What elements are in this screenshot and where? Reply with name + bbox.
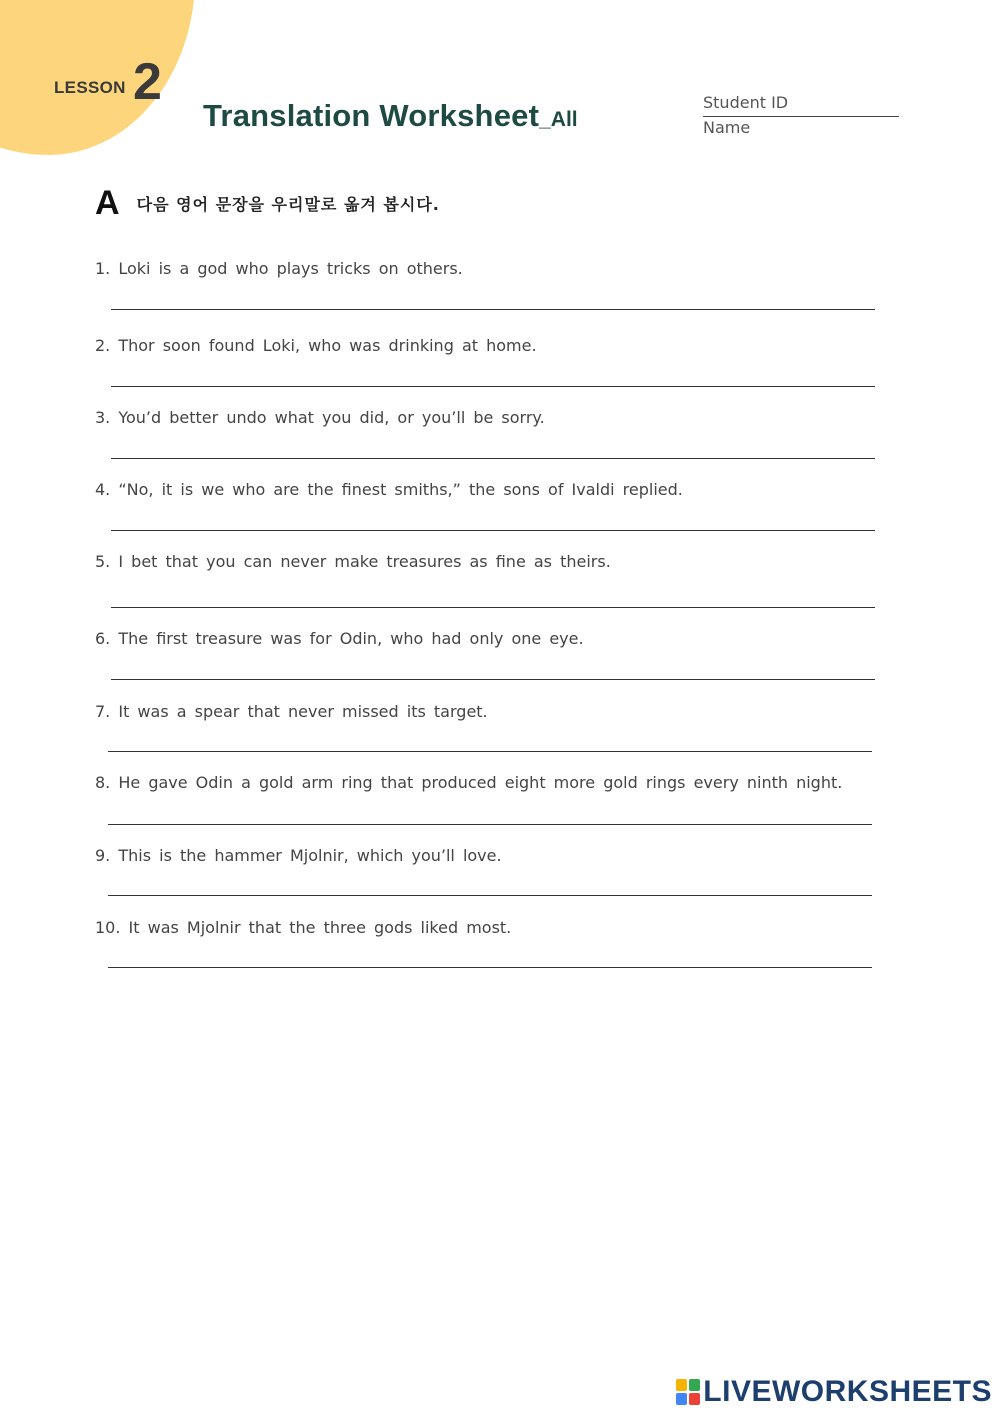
answer-line[interactable] — [111, 458, 875, 459]
question-item — [95, 479, 1000, 501]
name-label: Name — [703, 118, 751, 137]
answer-line[interactable] — [111, 309, 875, 310]
question-item — [95, 551, 1000, 573]
question-item — [95, 407, 1000, 429]
question-text: 6. The first treasure was for Odin, who had only one eye. — [95, 629, 584, 648]
worksheet-title-suffix: _All — [539, 108, 578, 131]
lesson-label: LESSON — [54, 78, 126, 97]
question-text: 5. I bet that you can never make treasures as fine as theirs. — [95, 552, 611, 571]
question-item — [95, 701, 1000, 723]
name-field[interactable] — [703, 117, 899, 141]
question-text: 2. Thor soon found Loki, who was drinking at home. — [95, 336, 537, 355]
section-instruction: 다음 영어 문장을 우리말로 옮겨 봅시다. — [136, 195, 440, 214]
worksheet-title — [203, 96, 578, 140]
liveworksheets-logo-text: LIVEWORKSHEETS — [703, 1375, 992, 1408]
answer-line[interactable] — [111, 679, 875, 680]
question-item — [95, 917, 1000, 939]
question-text: 9. This is the hammer Mjolnir, which you’ll love. — [95, 846, 502, 865]
liveworksheets-logo[interactable] — [675, 1374, 992, 1410]
question-text: 7. It was a spear that never missed its target. — [95, 702, 488, 721]
answer-line[interactable] — [108, 895, 872, 896]
answer-line[interactable] — [111, 386, 875, 387]
student-info — [703, 92, 899, 141]
worksheet-title-main: Translation Worksheet — [203, 98, 540, 133]
liveworksheets-logo-icon — [675, 1378, 701, 1406]
section-header — [95, 184, 440, 223]
question-item — [95, 628, 1000, 650]
answer-line[interactable] — [111, 530, 875, 531]
question-item — [95, 335, 1000, 357]
question-text: 3. You’d better undo what you did, or you’ll be sorry. — [95, 408, 545, 427]
question-text: 10. It was Mjolnir that the three gods liked most. — [95, 918, 512, 937]
section-letter: A — [95, 184, 120, 222]
question-text: 4. “No, it is we who are the finest smiths,” the sons of Ivaldi replied. — [95, 480, 683, 499]
answer-line[interactable] — [108, 967, 872, 968]
question-item — [95, 258, 1000, 280]
answer-line[interactable] — [108, 751, 872, 752]
student-id-label: Student ID — [703, 93, 789, 112]
question-item — [95, 772, 1000, 794]
question-text: 8. He gave Odin a gold arm ring that produced eight more gold rings every ninth night. — [95, 773, 843, 792]
student-id-field[interactable] — [703, 92, 899, 117]
question-text: 1. Loki is a god who plays tricks on others. — [95, 259, 463, 278]
question-item — [95, 845, 1000, 867]
lesson-number: 2 — [133, 53, 162, 111]
answer-line[interactable] — [111, 607, 875, 608]
answer-line[interactable] — [108, 824, 872, 825]
